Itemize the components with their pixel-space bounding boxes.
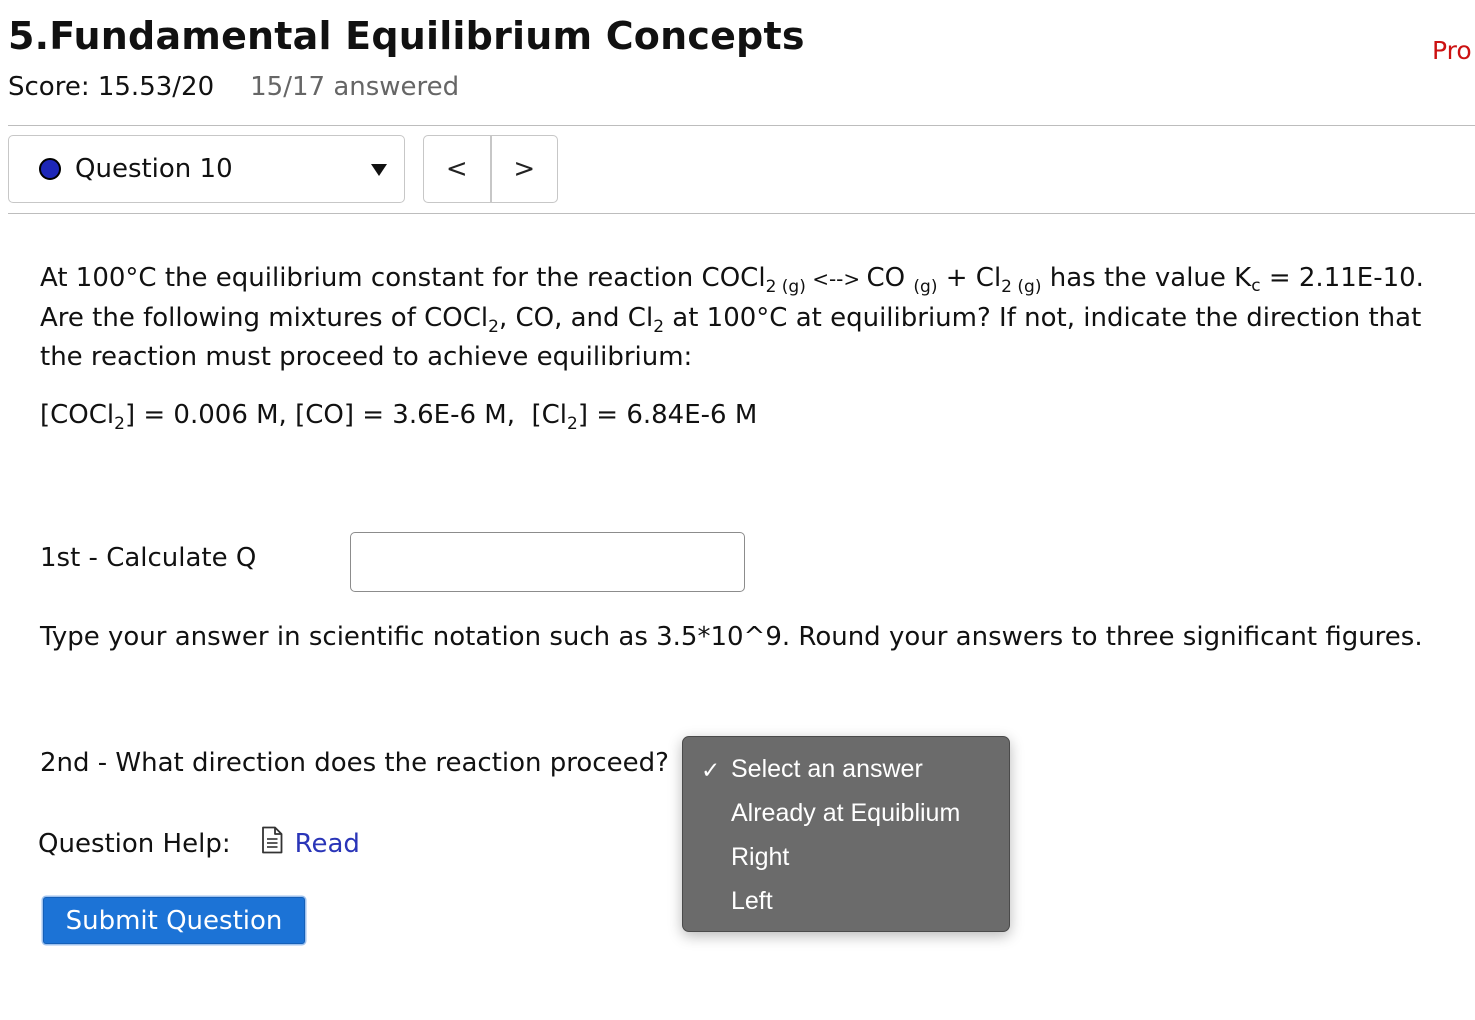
part1-label: 1st - Calculate Q [40, 543, 257, 573]
question-text-part: has the value K [1041, 263, 1252, 293]
calculate-q-input[interactable] [350, 532, 745, 592]
question-text [40, 259, 1440, 377]
dropdown-option[interactable]: Select an answer [731, 755, 923, 783]
next-question-button[interactable]: > [492, 136, 558, 202]
concentration-text: ] = 0.006 M, [CO] = 3.6E-6 M, [Cl [124, 400, 568, 430]
truncated-corner-link[interactable]: Pro [1432, 36, 1472, 65]
divider-bottom [8, 213, 1475, 214]
question-text-part: CO [866, 263, 914, 293]
subscript: 2 [488, 317, 499, 337]
submit-question-button[interactable]: Submit Question [43, 897, 305, 944]
divider-top [8, 125, 1475, 126]
question-text-part: at 100°C at equilibrium? If not, indicate the direction that the reaction must proceed to achieve equilibrium: [40, 303, 1422, 372]
subscript: 2 (g) [1001, 277, 1042, 297]
caret-down-icon [371, 164, 387, 176]
subscript: c [1251, 276, 1261, 296]
document-icon [261, 826, 283, 861]
question-selector[interactable] [8, 135, 405, 203]
dropdown-option[interactable]: Right [731, 843, 790, 871]
question-nav-group [423, 135, 558, 203]
dropdown-option[interactable]: Left [731, 887, 773, 915]
part2-label: 2nd - What direction does the reaction proceed? [40, 748, 669, 778]
checkmark-icon: ✓ [701, 757, 721, 783]
answered-count: 15/17 answered [250, 72, 460, 102]
previous-question-button[interactable]: < [424, 136, 492, 202]
subscript: 2 (g) [765, 277, 806, 297]
question-text-part: At 100°C the equilibrium constant for the reaction COCl [40, 263, 766, 293]
question-text-part: , CO, and Cl [498, 303, 654, 333]
subscript: 2 [114, 414, 125, 434]
question-text-part: + Cl [937, 263, 1002, 293]
question-text-part: = 2.11E-10. Are the following mixtures of COCl [40, 263, 1424, 333]
question-status-dot [39, 158, 61, 180]
direction-dropdown-menu[interactable] [682, 736, 1010, 932]
subscript: 2 [653, 317, 665, 337]
question-help-row [38, 826, 360, 861]
answer-instructions: Type your answer in scientific notation such as 3.5*10^9. Round your answers to three significant figures. [40, 622, 1423, 652]
reaction-arrow: <--> [805, 267, 867, 291]
score-text: Score: 15.53/20 [8, 72, 215, 102]
score-line [8, 72, 459, 102]
assignment-title: 5.Fundamental Equilibrium Concepts [8, 14, 805, 58]
subscript: (g) [913, 277, 938, 297]
concentrations-line [40, 400, 758, 434]
read-help-link[interactable]: Read [294, 828, 360, 859]
question-selector-label: Question 10 [75, 154, 233, 184]
concentration-text: ] = 6.84E-6 M [577, 400, 758, 430]
concentration-text: [COCl [40, 400, 115, 430]
question-help-label: Question Help: [38, 828, 231, 859]
dropdown-option[interactable]: Already at Equiblium [731, 799, 961, 827]
subscript: 2 [567, 414, 578, 434]
